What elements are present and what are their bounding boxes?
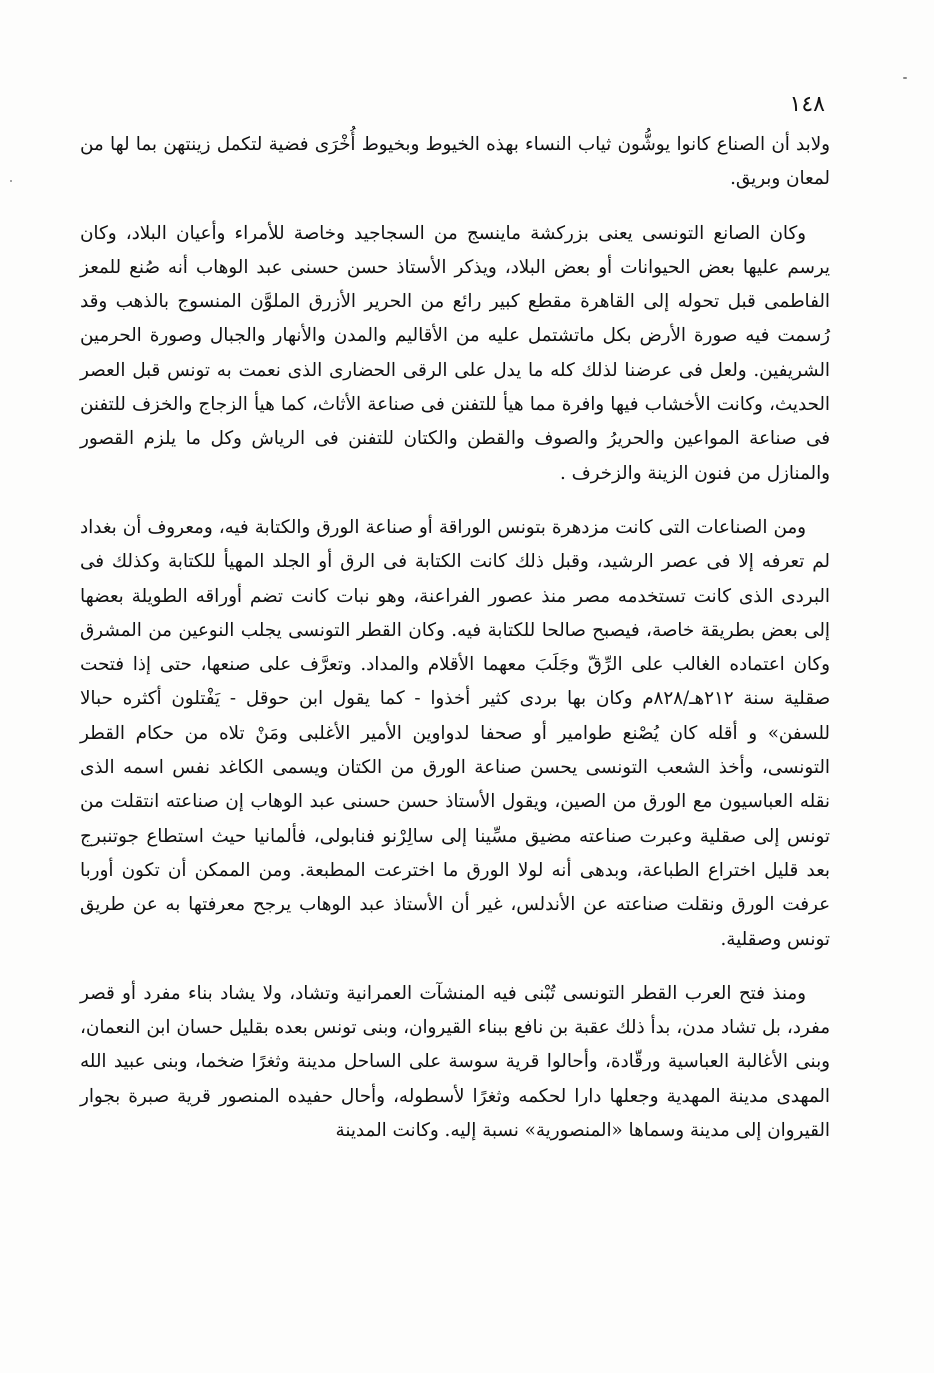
page-number: ١٤٨ [789, 92, 825, 117]
paragraph-2: وكان الصانع التونسى يعنى بزركشة ماينسج من السجاجيد وخاصة للأمراء وأعيان البلاد، وكان يرسم عليها بعض الحيوانات أو بعض البلاد، ويذكر الأستاذ حسن حسنى عبد الوهاب أنه صُنع للمعز الفاطمى قبل تحوله إلى القاهرة مقطع كبير رائع من الحرير الأزرق الملوَّن المنسوج بالذهب وقد رُسمت فيه صورة الأرض بكل ماتشتمل عليه من الأقاليم والمدن والأنهار والجبال وصورة الحرمين الشريفين. ولعل فى عرضنا لذلك كله ما يدل على الرقى الحضارى الذى نعمت به تونس قبل العصر الحديث، وكانت الأخشاب فيها وافرة مما هيأ للتفنن فى صناعة الأثاث، كما هيأ الزجاج والخزف للتفنن فى صناعة المواعين والحريرُ والصوف والقطن والكتان للتفنن فى الرياش وكل ما يلزم القصور والمنازل من فنون الزينة والزخرف . [80, 222, 830, 484]
paragraph-4: ومنذ فتح العرب القطر التونسى تُبْنى فيه المنشآت العمرانية وتشاد، ولا يشاد بناء مفرد أو قصر مفرد، بل تشاد مدن، بدأ ذلك عقبة بن نافع ببناء القيروان، وبنى تونس بعده بقليل حسان ابن النعمان، وبنى الأغالبة العباسية ورقّادة، وأحالوا قرية سوسة على الساحل مدينة وثغرًا ضخما، وبنى عبيد الله المهدى مدينة المهدية وجعلها دارا لحكمه وثغرًا لأسطوله، وأحال حفيده المنصور قرية صبرة بجوار القيروان إلى مدينة وسماها «المنصورية» نسبة إليه. وكانت المدينة [80, 982, 830, 1142]
scan-speck [903, 77, 907, 79]
scan-speck [10, 180, 12, 182]
paragraph-3: ومن الصناعات التى كانت مزدهرة بتونس الوراقة أو صناعة الورق والكتابة فيه، ومعروف أن بغداد لم تعرفه إلا فى عصر الرشيد، وقبل ذلك كانت الكتابة فى الرق أو الجلد المهيأ للكتابة وكذلك فى البردى الذى كانت تستخدمه مصر منذ عصور الفراعنة، وهو نبات كانت تضم أوراقه الطويلة بعضها إلى بعض بطريقة خاصة، فيصبح صالحا للكتابة فيه. وكان القطر التونسى يجلب النوعين من المشرق وكان اعتماده الغالب على الرِّقّ وجَلَبَ معهما الأقلام والمداد. وتعرَّف على صنعها، حتى إذا فتحت صقلية سنة ٢١٢هـ/٨٢٨م وكان بها بردى كثير أخذوا - كما يقول ابن حوقل - يَفْتلون أكثره حبالا للسفن» و أقله كان يُصْنع طوامير أو صحفا لدواوين الأمير الأغلبى ومَنْ تلاه من حكام القطر التونسى، وأخذ الشعب التونسى يحسن صناعة الورق من الكتان ويسمى الكاغد نفس اسمه الذى نقله العباسيون مع الورق من الصين، ويقول الأستاذ حسن حسنى عبد الوهاب إن صناعته انتقلت من تونس إلى صقلية وعبرت صناعته مضيق مسِّينا إلى سالِرْنو فنابولى، فألمانيا حيث استطاع جوتنبرج بعد قليل اختراع الطباعة، وبدهى أنه لولا الورق ما اخترعت المطبعة. ومن الممكن أن تكون أوربا عرفت الورق ونقلت صناعته عن الأندلس، غير أن الأستاذ عبد الوهاب يرجح معرفتها به عن طريق تونس وصقلية. [80, 516, 830, 950]
paragraph-1: ولابد أن الصناع كانوا يوشُّون ثياب النساء بهذه الخيوط وبخيوط أُخْرَى فضية لتكمل زينتهن بما لها من لمعان وبريق. [80, 134, 830, 190]
body-text [80, 128, 830, 1168]
